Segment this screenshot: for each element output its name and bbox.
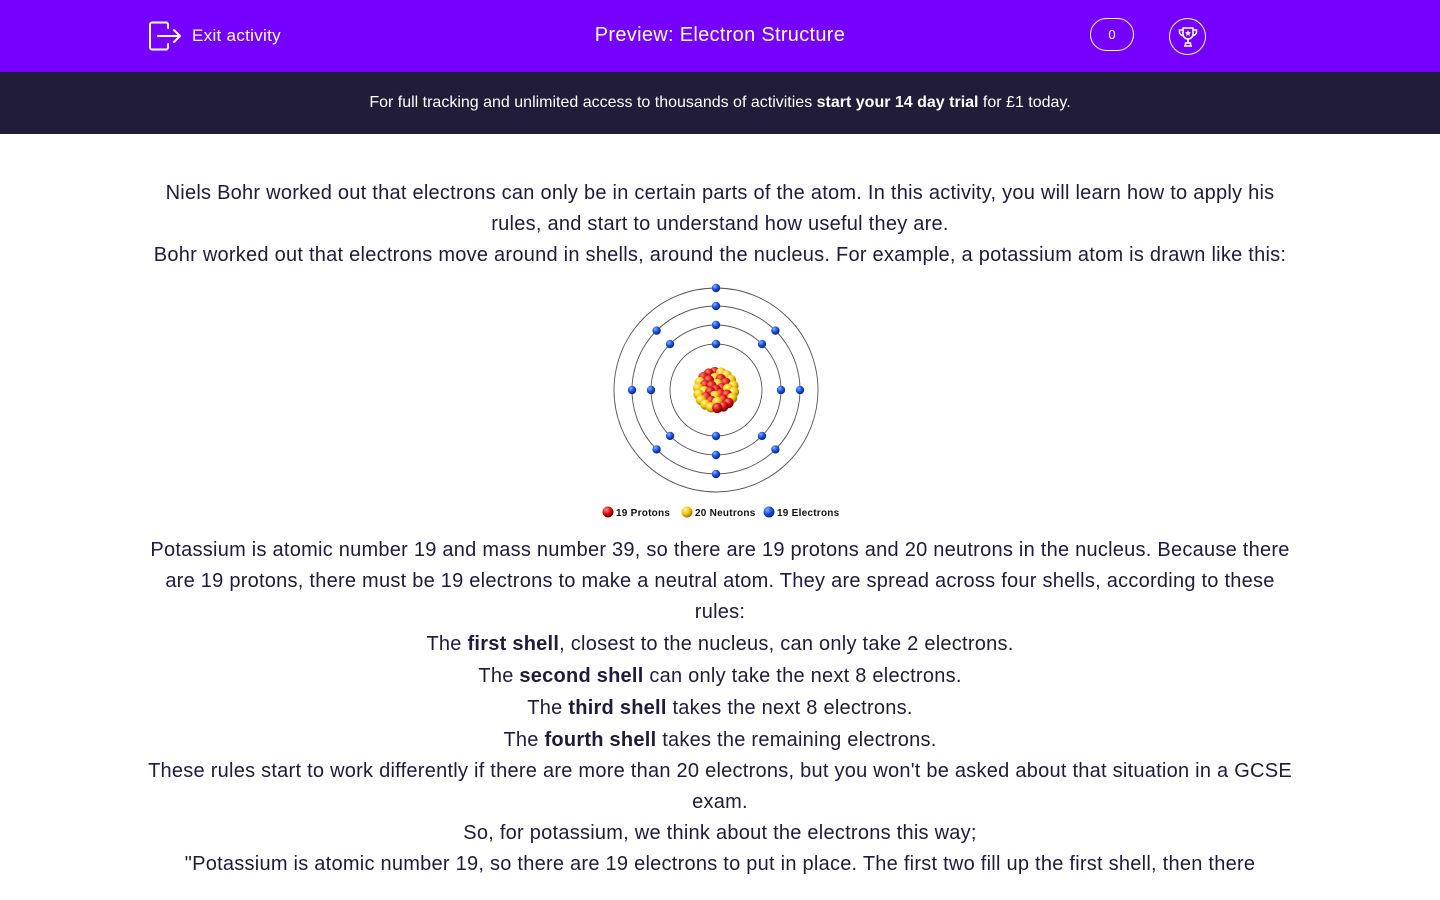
rule-text: takes the remaining electrons. bbox=[656, 729, 937, 751]
banner-text-after: for £1 today. bbox=[978, 94, 1071, 111]
electron bbox=[758, 340, 766, 348]
legend-protons: 19 Protons bbox=[616, 508, 671, 519]
banner-text bbox=[369, 94, 1070, 112]
electron bbox=[666, 432, 674, 440]
proton-legend-icon bbox=[603, 507, 614, 518]
start-trial-link[interactable]: start your 14 day trial bbox=[816, 94, 979, 111]
electron bbox=[652, 326, 660, 334]
electron bbox=[712, 451, 720, 459]
score-badge: 0 bbox=[1090, 18, 1134, 51]
rule-fourth-shell bbox=[148, 724, 1292, 756]
electron bbox=[712, 432, 720, 440]
electron bbox=[628, 386, 636, 394]
potassium-paragraph: Potassium is atomic number 19 and mass number 39, so there are 19 protons and 20 neutrons in the nucleus. Because there are 19 protons, there must be 19 electrons to make a neutral atom. They are spread across four shells, according to these rules: bbox=[150, 539, 1290, 623]
electron bbox=[652, 445, 660, 453]
electron-legend-icon bbox=[764, 507, 775, 518]
electron bbox=[712, 470, 720, 478]
rule-bold: second shell bbox=[519, 665, 644, 687]
rule-third-shell bbox=[148, 692, 1292, 724]
rule-first-shell bbox=[148, 628, 1292, 660]
electron bbox=[758, 432, 766, 440]
rule-text: can only take the next 8 electrons. bbox=[643, 665, 962, 687]
legend-electrons: 19 Electrons bbox=[777, 508, 840, 519]
electron bbox=[712, 284, 720, 292]
gcse-note-paragraph: These rules start to work differently if there are more than 20 electrons, but you won't be asked about that situation in a GCSE exam. bbox=[148, 760, 1292, 813]
rule-text: The bbox=[527, 697, 569, 719]
rule-text: takes the next 8 electrons. bbox=[666, 697, 913, 719]
electron bbox=[771, 445, 779, 453]
rule-bold: third shell bbox=[568, 697, 667, 719]
neutron-legend-icon bbox=[682, 507, 693, 518]
proton bbox=[712, 403, 722, 413]
electron bbox=[712, 302, 720, 310]
potassium-atom-diagram bbox=[595, 272, 845, 528]
rule-text: The bbox=[426, 633, 468, 655]
page-title: Preview: Electron Structure bbox=[594, 24, 846, 46]
potassium-intro-line: So, for potassium, we think about the electrons this way; bbox=[463, 822, 977, 844]
rule-bold: fourth shell bbox=[544, 729, 657, 751]
electron bbox=[666, 340, 674, 348]
rule-text: The bbox=[478, 665, 520, 687]
potassium-quote-paragraph: "Potassium is atomic number 19, so there are 19 electrons to put in place. The first two fill up the first shell, then there bbox=[184, 853, 1256, 875]
exit-activity-label: Exit activity bbox=[192, 26, 281, 45]
electron bbox=[647, 386, 655, 394]
electron bbox=[796, 386, 804, 394]
bohr-paragraph: Bohr worked out that electrons move around in shells, around the nucleus. For example, a potassium atom is drawn like this: bbox=[153, 244, 1287, 266]
electron bbox=[712, 340, 720, 348]
intro-paragraph: Niels Bohr worked out that electrons can only be in certain parts of the atom. In this activity, you will learn how to apply his rules, and start to understand how useful they are. bbox=[165, 182, 1275, 235]
figure-legend bbox=[603, 507, 840, 520]
legend-neutrons: 20 Neutrons bbox=[695, 508, 756, 519]
atom-svg bbox=[595, 272, 845, 528]
activity-content bbox=[148, 178, 1292, 880]
rule-second-shell bbox=[148, 660, 1292, 692]
rule-bold: first shell bbox=[467, 633, 560, 655]
rule-text: , closest to the nucleus, can only take 2 electrons. bbox=[559, 633, 1014, 655]
banner-text-before: For full tracking and unlimited access to thousands of activities bbox=[369, 94, 817, 111]
trophy-icon bbox=[1176, 25, 1200, 49]
electron bbox=[712, 321, 720, 329]
electron bbox=[777, 386, 785, 394]
rule-text: The bbox=[503, 729, 545, 751]
trial-banner bbox=[0, 72, 1440, 134]
trophy-button[interactable] bbox=[1169, 18, 1206, 55]
electron bbox=[771, 326, 779, 334]
top-bar bbox=[0, 0, 1440, 72]
